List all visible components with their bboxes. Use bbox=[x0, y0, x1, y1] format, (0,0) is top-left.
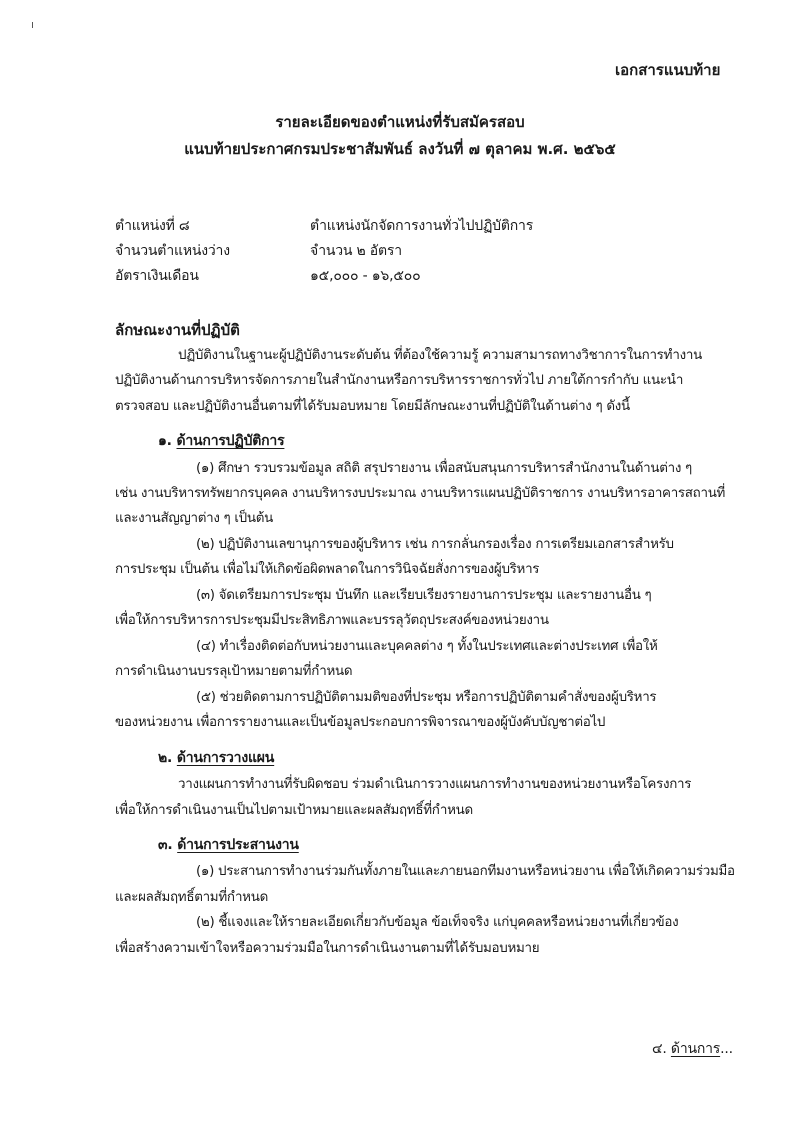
section-line: และงานสัญญาต่าง ๆ เป็นต้น bbox=[115, 511, 273, 526]
section-line: (๒) ชี้แจงและให้รายละเอียดเกี่ยวกับข้อมูล ข้อเท็จจริง แก่บุคคลหรือหน่วยงานที่เกี่ยวข้อง bbox=[196, 915, 679, 930]
section-line: (๔) ทำเรื่องติดต่อกับหน่วยงานและบุคคลต่าง ๆ ทั้งในประเทศและต่างประเทศ เพื่อให้ bbox=[196, 639, 658, 654]
info-label-position: ตำแหน่งที่ ๘ bbox=[115, 218, 190, 234]
section-line: เพื่อให้การบริหารการประชุมมีประสิทธิภาพและบรรลุวัตถุประสงค์ของหน่วยงาน bbox=[115, 613, 549, 628]
job-description-heading: ลักษณะงานที่ปฏิบัติ bbox=[115, 321, 240, 339]
section-line: วางแผนการทำงานที่รับผิดชอบ ร่วมดำเนินการวางแผนการทำงานของหน่วยงานหรือโครงการ bbox=[178, 777, 692, 792]
section-title: ด้านการประสานงาน bbox=[177, 837, 299, 853]
section-line: (๕) ช่วยติดตามการปฏิบัติตามมติของที่ประชุม หรือการปฏิบัติตามคำสั่งของผู้บริหาร bbox=[196, 690, 657, 705]
section-number: ๒. bbox=[158, 750, 173, 766]
info-label-vacancies: จำนวนตำแหน่งว่าง bbox=[115, 243, 230, 259]
document-subtitle: แนบท้ายประกาศกรมประชาสัมพันธ์ ลงวันที่ ๗ ตุลาคม พ.ศ. ๒๕๖๕ bbox=[184, 140, 616, 158]
section-line: การประชุม เป็นต้น เพื่อไม่ให้เกิดข้อผิดพลาดในการวินิจฉัยสั่งการของผู้บริหาร bbox=[115, 562, 540, 577]
section-title: ด้านการปฏิบัติการ bbox=[176, 433, 285, 449]
section-number: ๓. bbox=[158, 837, 173, 853]
section-line: และผลสัมฤทธิ์ตามที่กำหนด bbox=[115, 890, 268, 905]
info-label-salary: อัตราเงินเดือน bbox=[115, 268, 199, 284]
section-line: เพื่อสร้างความเข้าใจหรือความร่วมมือในการดำเนินงานตามที่ได้รับมอบหมาย bbox=[115, 941, 540, 956]
section-number: ๑. bbox=[158, 433, 172, 449]
attachment-label: เอกสารแนบท้าย bbox=[615, 61, 721, 79]
section-line: ของหน่วยงาน เพื่อการรายงานและเป็นข้อมูลประกอบการพิจารณาของผู้บังคับบัญชาต่อไป bbox=[115, 715, 606, 730]
continuation-marker bbox=[652, 1038, 733, 1060]
section-line: (๑) ประสานการทำงานร่วมกันทั้งภายในและภายนอกทีมงานหรือหน่วยงาน เพื่อให้เกิดความร่วมมือ bbox=[196, 864, 735, 879]
section-line: การดำเนินงานบรรลุเป้าหมายตามที่กำหนด bbox=[115, 664, 353, 679]
intro-line: ปฏิบัติงานด้านการบริหารจัดการภายในสำนักงานหรือการบริหารราชการทั่วไป ภายใต้การกำกับ แนะนำ bbox=[115, 373, 684, 388]
section-line: (๑) ศึกษา รวบรวมข้อมูล สถิติ สรุปรายงาน เพื่อสนับสนุนการบริหารสำนักงานในด้านต่าง ๆ bbox=[196, 461, 692, 476]
continuation-number: ๔. bbox=[652, 1041, 667, 1057]
info-value-vacancies: จำนวน ๒ อัตรา bbox=[310, 243, 402, 259]
section-heading-planning bbox=[158, 747, 274, 769]
scan-mark bbox=[32, 22, 33, 28]
continuation-title: ด้านการ bbox=[670, 1041, 721, 1057]
section-heading-coordination bbox=[158, 834, 299, 856]
info-value-salary: ๑๕,๐๐๐ - ๑๖,๕๐๐ bbox=[310, 268, 421, 284]
section-line: (๒) ปฏิบัติงานเลขานุการของผู้บริหาร เช่น การกลั่นกรองเรื่อง การเตรียมเอกสารสำหรับ bbox=[196, 537, 674, 552]
section-line: เพื่อให้การดำเนินงานเป็นไปตามเป้าหมายและผลสัมฤทธิ์ที่กำหนด bbox=[115, 803, 473, 818]
section-title: ด้านการวางแผน bbox=[176, 750, 275, 766]
continuation-ellipsis: ... bbox=[720, 1041, 733, 1057]
intro-line: ปฏิบัติงานในฐานะผู้ปฏิบัติงานระดับต้น ที่ต้องใช้ความรู้ ความสามารถทางวิชาการในการทำงาน bbox=[178, 348, 702, 363]
info-value-position: ตำแหน่งนักจัดการงานทั่วไปปฏิบัติการ bbox=[310, 218, 534, 234]
document-title: รายละเอียดของตำแหน่งที่รับสมัครสอบ bbox=[275, 113, 525, 131]
section-heading-operations bbox=[158, 430, 284, 452]
section-line: (๓) จัดเตรียมการประชุม บันทึก และเรียบเรียงรายงานการประชุม และรายงานอื่น ๆ bbox=[196, 588, 652, 603]
section-line: เช่น งานบริหารทรัพยากรบุคคล งานบริหารงบประมาณ งานบริหารแผนปฏิบัติราชการ งานบริหารอาคารสถานที่ bbox=[115, 486, 726, 501]
intro-line: ตรวจสอบ และปฏิบัติงานอื่นตามที่ได้รับมอบหมาย โดยมีลักษณะงานที่ปฏิบัติในด้านต่าง ๆ ดังนี้ bbox=[115, 399, 630, 414]
